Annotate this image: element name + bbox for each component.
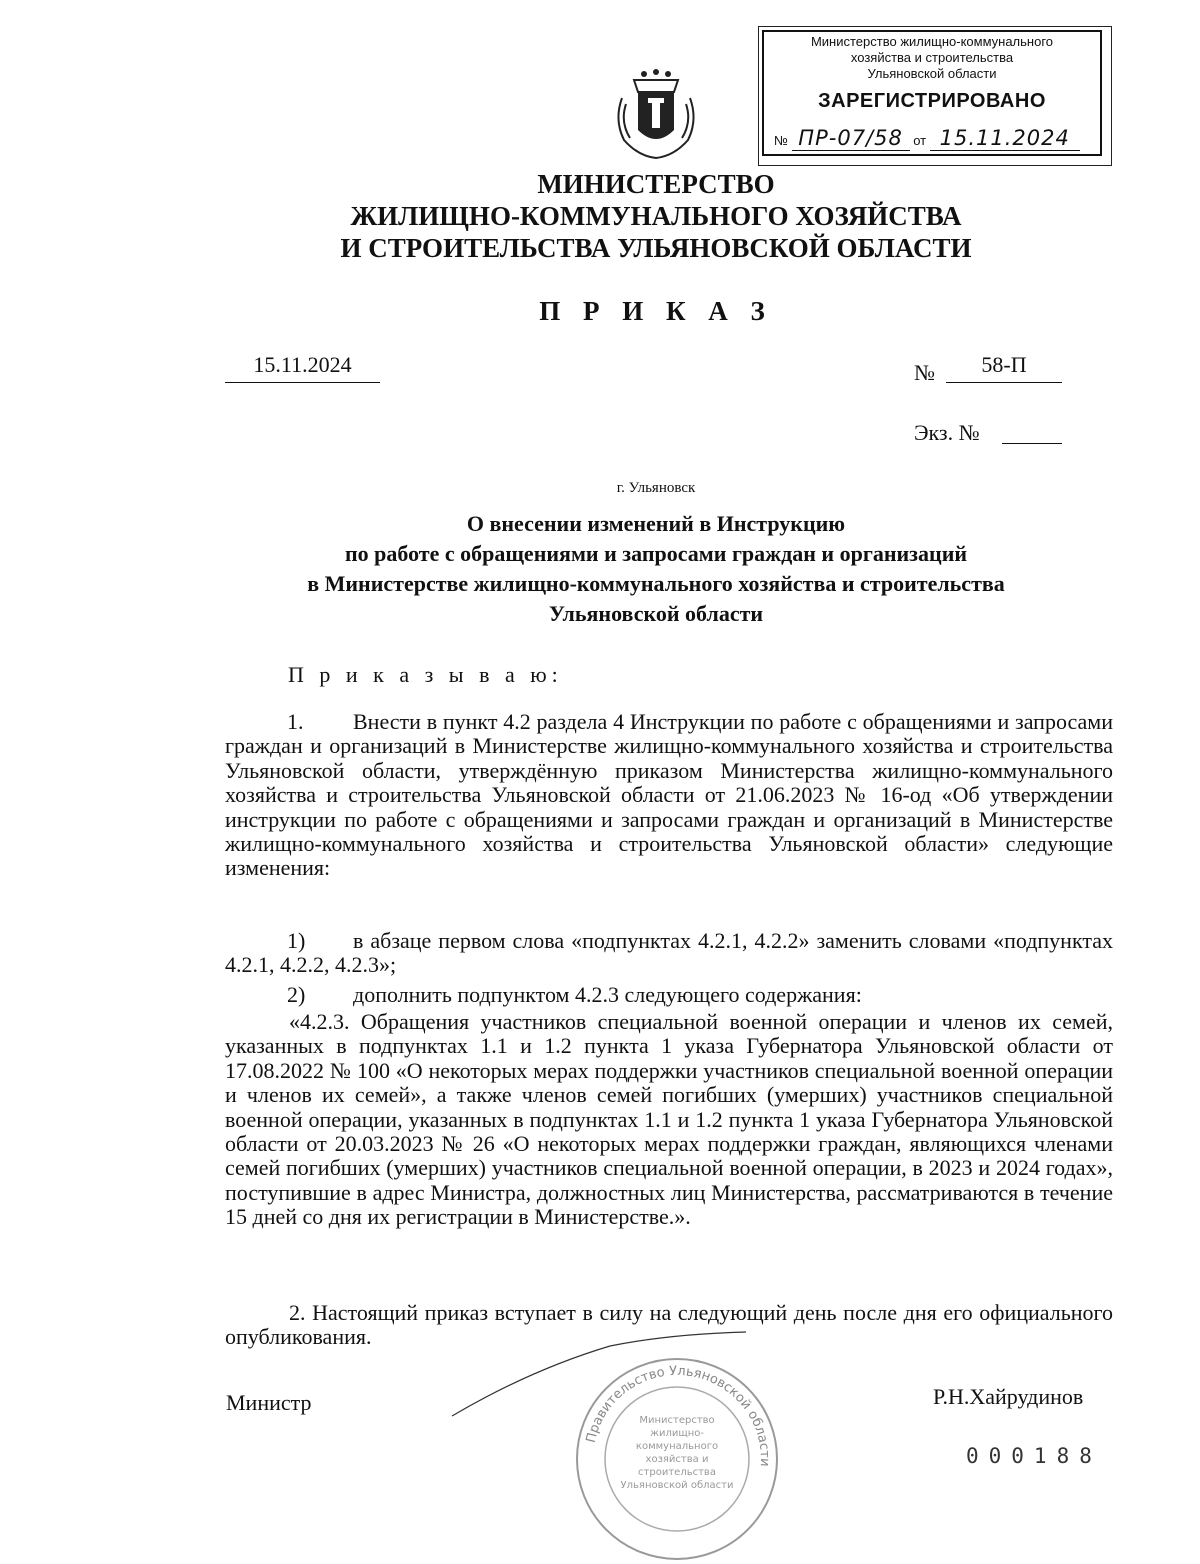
stamp-org-line-1: Министерство жилищно-коммунального bbox=[810, 34, 1054, 49]
subject-line-2: по работе с обращениями и запросами граждан и организаций bbox=[344, 541, 968, 566]
ministry-name-line-3: И СТРОИТЕЛЬСТВА УЛЬЯНОВСКОЙ ОБЛАСТИ bbox=[340, 233, 972, 263]
copy-number-label: Экз. № bbox=[914, 420, 980, 445]
ministry-name-line-2: ЖИЛИЩНО-КОММУНАЛЬНОГО ХОЗЯЙСТВА bbox=[350, 201, 962, 231]
order-subject bbox=[200, 509, 1112, 629]
item-1-text: Внести в пункт 4.2 раздела 4 Инструкции по работе с обращениями и запросами граждан и организаций в Министерстве жилищно-коммунального хозяйства и строительства Ульяновской области, утверждённую приказом Министерства жилищно-коммунального хозяйства и строительства Ульяновской области от 21.06.2023 № 16-од «Об утверждении инструкции по работе с обращениями и запросами граждан и организаций в Министерстве жилищно-коммунального хозяйства и строительства Ульяновской области» следующие изменения: bbox=[225, 709, 1113, 881]
coat-of-arms-icon bbox=[608, 68, 704, 164]
subitem-1 bbox=[225, 929, 1113, 978]
stamp-number-row bbox=[774, 126, 1104, 151]
seal-ring-text: Правительство Ульяновской области bbox=[583, 1363, 773, 1467]
document-type-title: П Р И К А З bbox=[539, 296, 773, 326]
item-1-number: 1. bbox=[287, 709, 304, 734]
ministry-name-line-1: МИНИСТЕРСТВО bbox=[537, 169, 775, 199]
subject-line-1: О внесении изменений в Инструкцию bbox=[466, 511, 846, 536]
subitem-2 bbox=[225, 983, 1113, 1007]
stamp-org-line-2: хозяйства и строительства bbox=[850, 50, 1014, 65]
city-line: г. Ульяновск bbox=[616, 480, 696, 496]
subject-line-4: Ульяновской области bbox=[548, 601, 764, 626]
signatory-title: Министр bbox=[226, 1390, 312, 1415]
serial-number: 000188 bbox=[966, 1444, 1102, 1468]
seal-center-text: Министерство жилищно-коммунального хозяйства и строительства Ульяновской области bbox=[620, 1415, 734, 1491]
stamp-number-label: № bbox=[774, 133, 788, 148]
quoted-subitem-4-2-3: «4.2.3. Обращения участников специальной военной операции и членов их семей, указанных в подпунктах 1.1 и 1.2 пункта 1 указа Губернатора Ульяновской области от 17.08.2022 № 100 «О некоторых мерах поддержки участников специальной военной операции и членов их семей», а также членов семей погибших (умерших) участников специальной военной операции, указанных в подпунктах 1.1 и 1.2 пункта 1 указа Губернатора Ульяновской области от 20.03.2023 № 26 «О некоторых мерах поддержки граждан, являющихся членами семей погибших (умерших) участников специальной военной операции, в 2023 и 2024 годах», поступившие в адрес Министра, должностных лиц Министерства, рассматриваются в течение 15 дней со дня их регистрации в Министерстве.». bbox=[225, 1009, 1113, 1230]
stamp-org-line-3: Ульяновской области bbox=[867, 66, 997, 81]
official-seal bbox=[572, 1354, 782, 1564]
stamp-registered-title: ЗАРЕГИСТРИРОВАНО bbox=[818, 90, 1046, 112]
subject-line-3: в Министерстве жилищно-коммунального хозяйства и строительства bbox=[307, 571, 1005, 596]
order-date: 15.11.2024 bbox=[225, 352, 380, 383]
subitem-1-number: 1) bbox=[287, 928, 306, 953]
stamp-date-value: 15.11.2024 bbox=[930, 126, 1080, 151]
subitem-2-number: 2) bbox=[287, 982, 306, 1007]
registration-stamp bbox=[762, 30, 1102, 156]
order-number: 58-П bbox=[946, 352, 1062, 383]
stamp-date-label: от bbox=[913, 133, 927, 148]
order-number-label: № bbox=[914, 360, 935, 385]
subitem-2-text: дополнить подпунктом 4.2.3 следующего содержания: bbox=[353, 982, 862, 1007]
stamp-number-value: ПР-07/58 bbox=[792, 126, 910, 151]
item-2: 2. Настоящий приказ вступает в силу на следующий день после дня его официального опубликования. bbox=[225, 1300, 1113, 1350]
copy-number-blank bbox=[1002, 443, 1062, 444]
subitem-1-text: в абзаце первом слова «подпунктах 4.2.1, 4.2.2» заменить словами «подпунктах 4.2.1, 4.2.2, 4.2.3»; bbox=[225, 928, 1113, 978]
item-1 bbox=[225, 710, 1113, 881]
signatory-name: Р.Н.Хайрудинов bbox=[933, 1384, 1084, 1409]
decree-word: П р и к а з ы в а ю: bbox=[288, 662, 563, 687]
